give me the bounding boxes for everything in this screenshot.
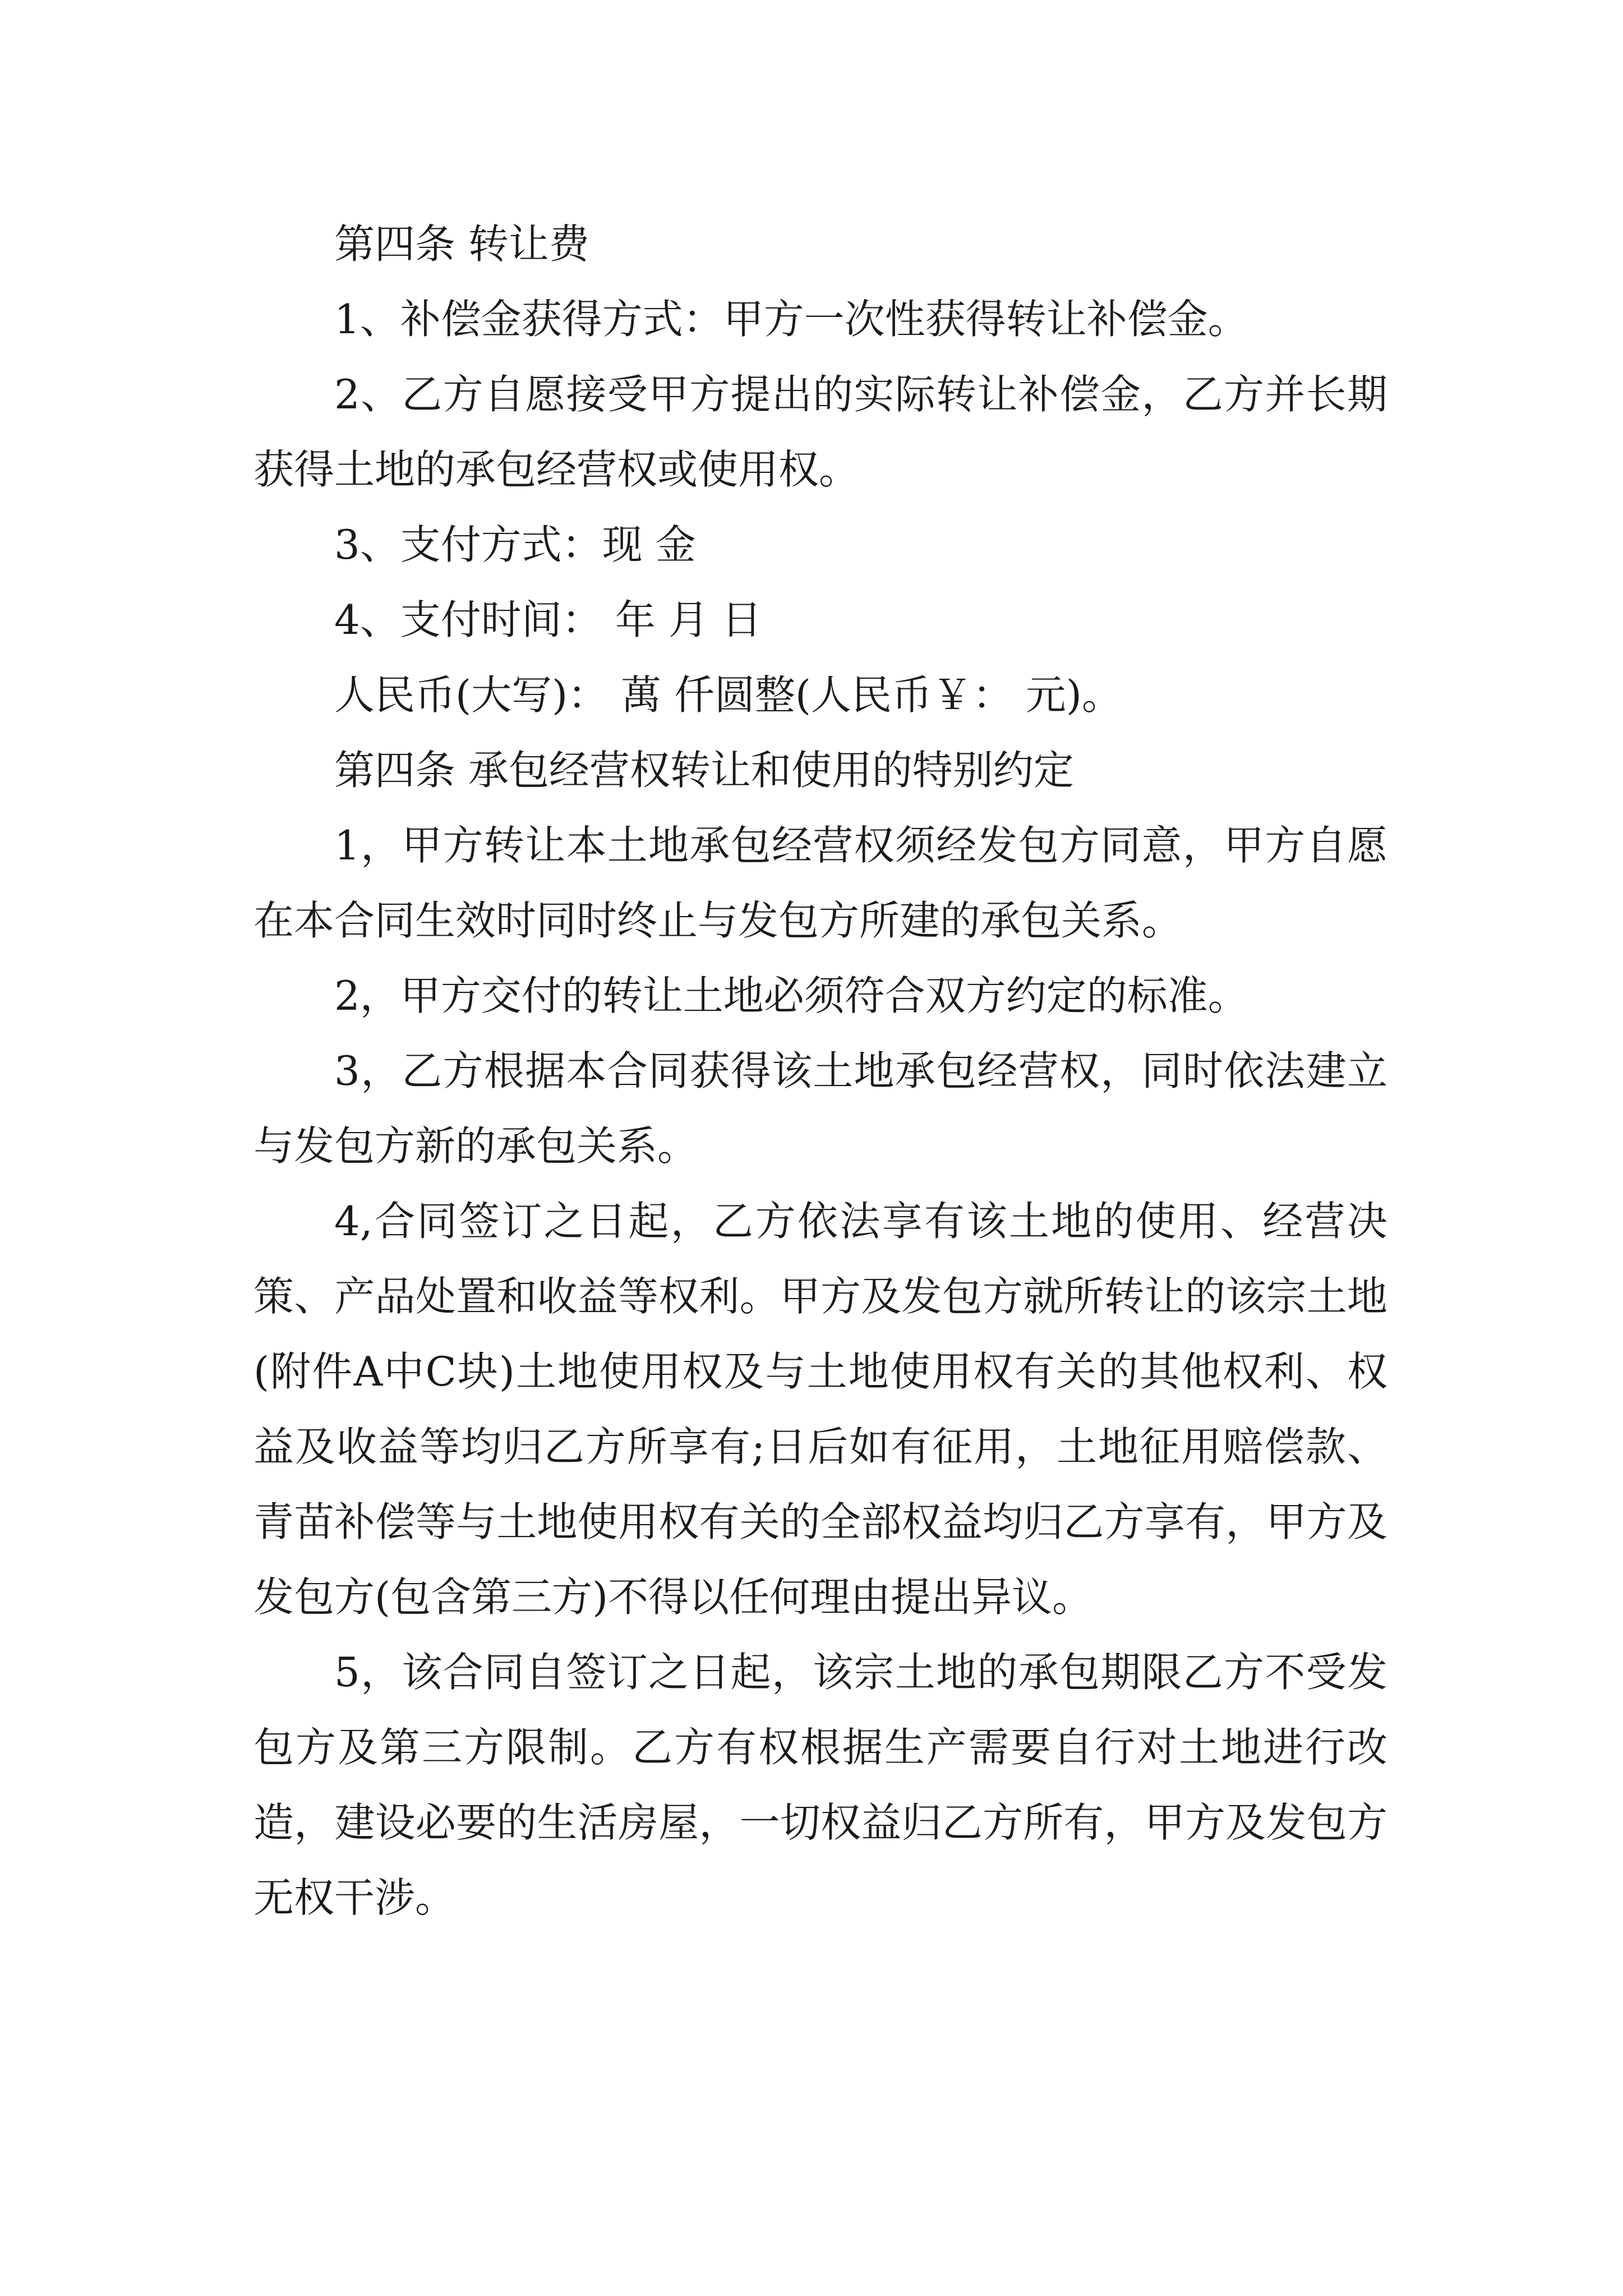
- paragraph: 3，乙方根据本合同获得该土地承包经营权，同时依法建立与发包方新的承包关系。: [253, 1047, 1387, 1170]
- paragraph: 1，甲方转让本土地承包经营权须经发包方同意，甲方自愿在本合同生效时同时终止与发包方所建的承包关系。: [253, 822, 1387, 944]
- document-body: [253, 206, 1387, 1935]
- article-heading: 第四条 承包经营权转让和使用的特别约定: [334, 747, 1074, 794]
- paragraph: 2、乙方自愿接受甲方提出的实际转让补偿金，乙方并长期获得土地的承包经营权或使用权。: [253, 371, 1387, 493]
- paragraph: 2，甲方交付的转让土地必须符合双方约定的标准。: [334, 972, 1248, 1019]
- paragraph: 4,合同签订之日起，乙方依法享有该土地的使用、经营决策、产品处置和收益等权利。甲方及发包方就所转让的该宗土地(附件A中C块)土地使用权及与土地使用权有关的其他权利、权益及收益等均归乙方所享有;日后如有征用，土地征用赔偿款、青苗补偿等与土地使用权有关的全部权益均归乙方享有，甲方及发包方(包含第三方)不得以任何理由提出异议。: [253, 1198, 1387, 1621]
- paragraph: 4、支付时间： 年 月 日: [334, 596, 762, 643]
- paragraph: 3、支付方式：现 金: [334, 521, 696, 568]
- paragraph: 人民币(大写)： 萬 仟圆整(人民币￥： 元)。: [334, 671, 1123, 719]
- article-heading: 第四条 转让费: [334, 220, 589, 268]
- paragraph: 5，该合同自签订之日起，该宗土地的承包期限乙方不受发包方及第三方限制。乙方有权根据生产需要自行对土地进行改造，建设必要的生活房屋，一切权益归乙方所有，甲方及发包方无权干涉。: [253, 1649, 1387, 1921]
- paragraph: 1、补偿金获得方式：甲方一次性获得转让补偿金。: [334, 296, 1248, 343]
